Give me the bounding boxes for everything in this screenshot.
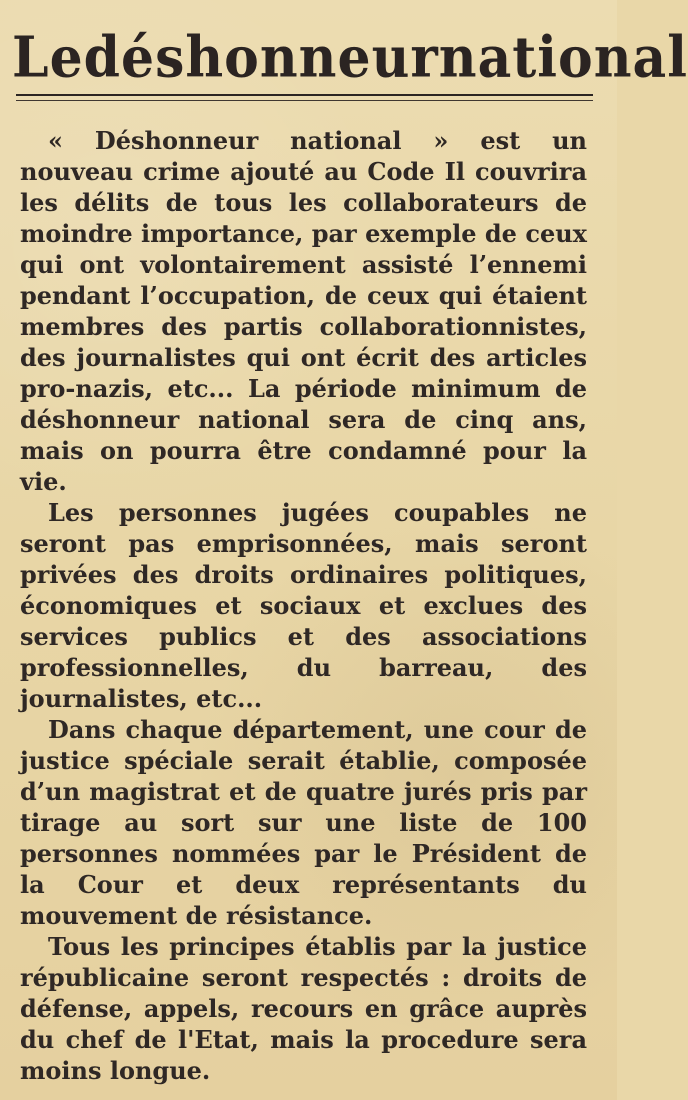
paragraph-4: Tous les principes établis par la justice républicaine seront respectés : droits de défense, appels, recours en grâce auprès du chef de l'Etat, mais la procedure sera moins longue.	[20, 932, 587, 1085]
article-body	[12, 125, 601, 1086]
headline-rule-top	[16, 94, 593, 96]
headline-word-deshonneur: déshonneur	[83, 24, 439, 91]
paragraph-1: « Déshonneur national » est un nouveau crime ajouté au Code Il couvrira les délits de tous les collaborateurs de moindre importance, par exemple de ceux qui ont volontairement assisté l’ennemi pendant l’occupation, de ceux qui étaient membres des partis collaborationnistes, des journalistes qui ont écrit des articles pro-nazis, etc... La période minimum de déshonneur national sera de cinq ans, mais on pourra être condamné pour la vie.	[20, 126, 587, 496]
headline	[12, 0, 688, 91]
headline-rule-bottom	[16, 100, 593, 101]
paragraph-2: Les personnes jugées coupables ne seront pas emprisonnées, mais seront privées des droits ordinaires politiques, économiques et sociaux et exclues des services publics et des associations professionnelles, du barreau, des journalistes, etc...	[20, 498, 587, 713]
paragraph-3: Dans chaque département, une cour de justice spéciale serait établie, composée d’un magistrat et de quatre jurés pris par tirage au sort sur une liste de 100 personnes nommées par le Président de la Cour et deux représentants du mouvement de résistance.	[20, 715, 587, 930]
headline-word-national: national	[438, 24, 688, 91]
headline-word-le: Le	[12, 24, 84, 91]
headline-rule-group	[12, 94, 601, 101]
